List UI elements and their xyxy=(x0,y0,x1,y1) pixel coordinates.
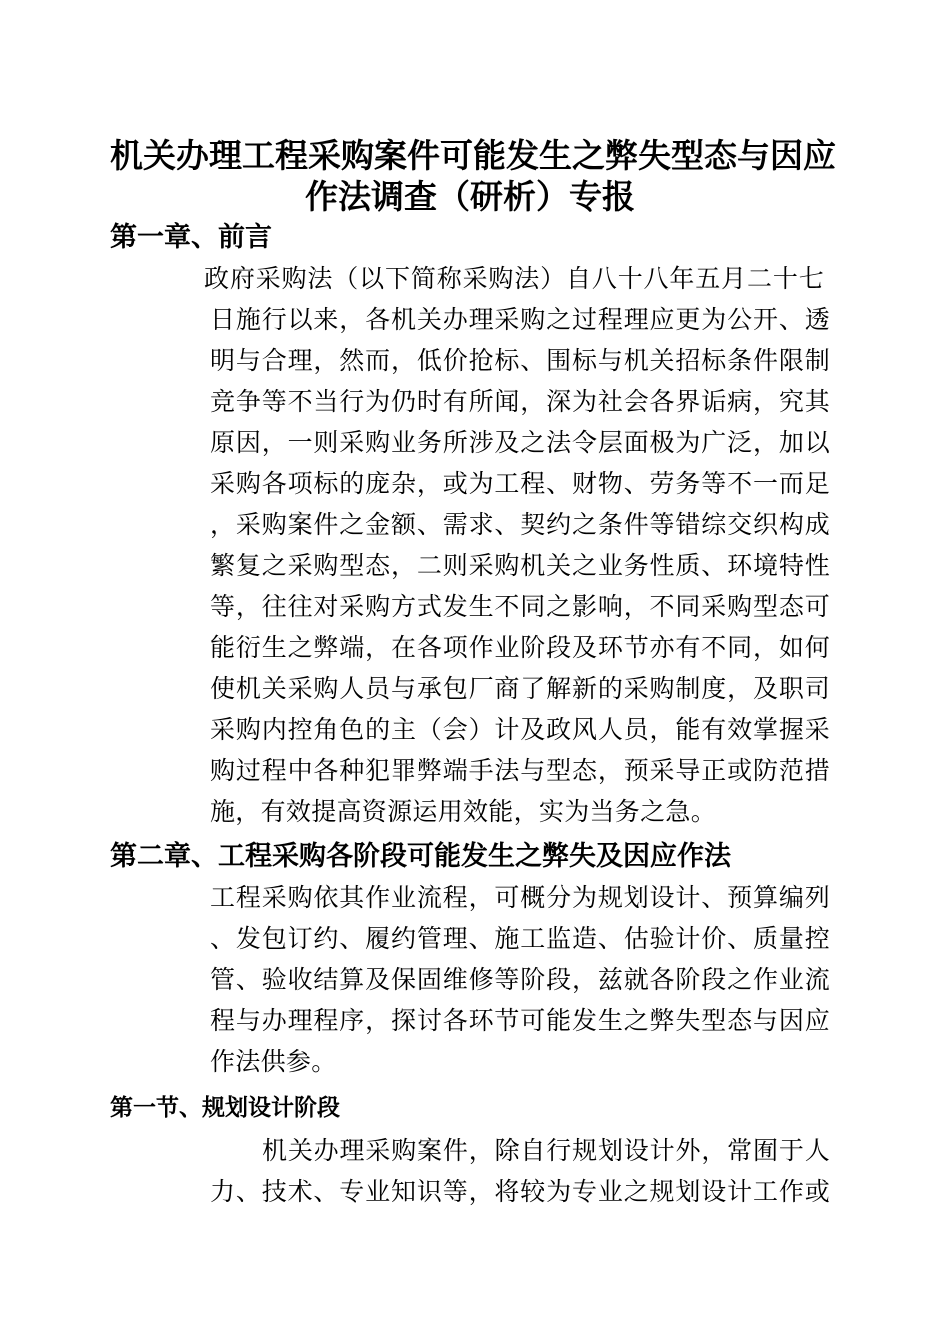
document-title-line-2: 作法调查（研析）专报 xyxy=(305,177,635,216)
section-1-heading: 第一节、规划设计阶段 xyxy=(110,1095,340,1121)
chapter-1-line: 采购内控角色的主（会）计及政风人员，能有效掌握采 xyxy=(210,715,830,744)
chapter-2-line: 作法供参。 xyxy=(210,1047,337,1076)
chapter-1-line: 政府采购法（以下简称采购法）自八十八年五月二十七 xyxy=(204,264,824,293)
section-1-line: 机关办理采购案件，除自行规划设计外，常囿于人 xyxy=(262,1136,830,1165)
document-title-line-1: 机关办理工程采购案件可能发生之弊失型态与因应 xyxy=(110,136,836,175)
chapter-1-line: 使机关采购人员与承包厂商了解新的采购制度，及职司 xyxy=(210,674,830,703)
section-1-line: 力、技术、专业知识等，将较为专业之规划设计工作或 xyxy=(210,1177,830,1206)
chapter-2-line: 程与办理程序，探讨各环节可能发生之弊失型态与因应 xyxy=(210,1006,830,1035)
chapter-2-line: 、发包订约、履约管理、施工监造、估验计价、质量控 xyxy=(210,924,830,953)
chapter-1-line: 施，有效提高资源运用效能，实为当务之急。 xyxy=(210,797,717,826)
chapter-1-line: 明与合理，然而，低价抢标、围标与机关招标条件限制 xyxy=(210,346,830,375)
chapter-1-line: 原因，一则采购业务所涉及之法令层面极为广泛，加以 xyxy=(210,428,830,457)
chapter-1-line: 购过程中各种犯罪弊端手法与型态，预采导正或防范措 xyxy=(210,756,830,785)
chapter-1-line: ，采购案件之金额、需求、契约之条件等错综交织构成 xyxy=(210,510,830,539)
chapter-2-line: 管、验收结算及保固维修等阶段，兹就各阶段之作业流 xyxy=(210,965,830,994)
chapter-1-line: 日施行以来，各机关办理采购之过程理应更为公开、透 xyxy=(210,305,830,334)
chapter-1-line: 能衍生之弊端，在各项作业阶段及环节亦有不同，如何 xyxy=(210,633,830,662)
chapter-1-heading: 第一章、前言 xyxy=(110,222,272,253)
chapter-1-line: 竞争等不当行为仍时有所闻，深为社会各界诟病，究其 xyxy=(210,387,830,416)
chapter-2-heading: 第二章、工程采购各阶段可能发生之弊失及因应作法 xyxy=(110,841,731,872)
chapter-1-line: 等，往往对采购方式发生不同之影响，不同采购型态可 xyxy=(210,592,830,621)
chapter-2-line: 工程采购依其作业流程，可概分为规划设计、预算编列 xyxy=(210,883,830,912)
chapter-1-line: 采购各项标的庞杂，或为工程、财物、劳务等不一而足 xyxy=(210,469,830,498)
chapter-1-line: 繁复之采购型态，二则采购机关之业务性质、环境特性 xyxy=(210,551,830,580)
